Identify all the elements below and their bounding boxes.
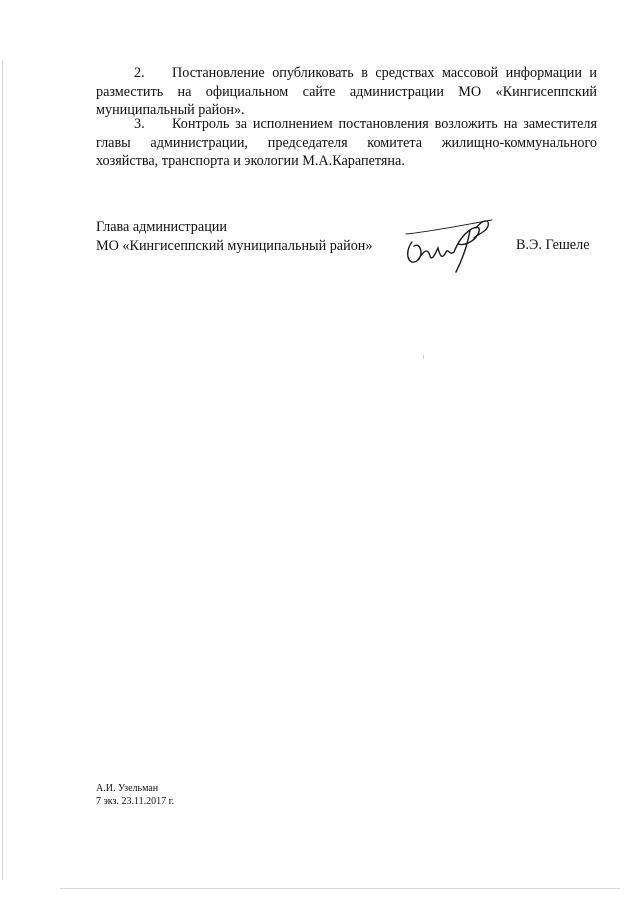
signature-title-block [96, 218, 372, 255]
footer-copies-date: 7 экз. 23.11.2017 г. [96, 796, 175, 807]
document-footer [96, 782, 174, 808]
paragraph-3-number: 3. [134, 116, 145, 132]
scan-edge-left [2, 60, 3, 880]
paragraph-2-number: 2. [134, 65, 145, 81]
paragraph-3 [96, 115, 597, 171]
signature-title-line-1: Глава администрации [96, 219, 227, 235]
handwritten-signature [398, 212, 498, 274]
footer-author: А.И. Узельман [96, 783, 159, 794]
scan-speck [423, 355, 424, 359]
signature-title-line-2: МО «Кингисеппский муниципальный район» [96, 237, 373, 254]
signer-name: В.Э. Гешеле [516, 237, 590, 253]
paragraph-2 [96, 64, 597, 120]
paragraph-3-text: Контроль за исполнением постановления возложить на заместителя главы администрации, председателя комитета жилищно-коммунального хозяйства, транспорта и экологии М.А.Карапетяна. [96, 116, 597, 169]
scan-edge-bottom [60, 888, 620, 889]
paragraph-2-text: Постановление опубликовать в средствах массовой информации и разместить на официальном сайте администрации МО «Кингисеппский муниципальный район». [96, 65, 597, 118]
